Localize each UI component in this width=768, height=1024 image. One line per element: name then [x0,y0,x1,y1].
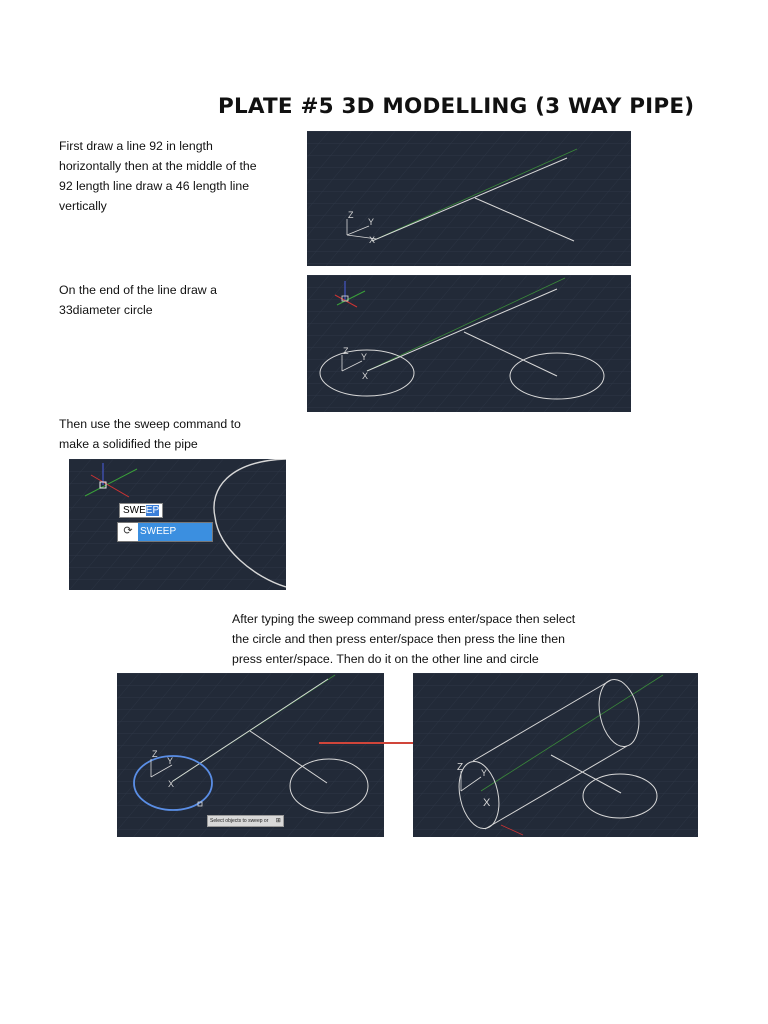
tooltip-button[interactable]: ⊞ [275,818,281,824]
y-axis-label: Y [368,217,375,227]
sweep-icon: ⟳ [123,525,133,537]
step-2-line-1: On the end of the line draw a [59,283,217,297]
step-1-text [59,136,289,216]
svg-text:Z: Z [343,346,349,356]
svg-text:Z: Z [457,762,464,773]
svg-text:Y: Y [167,756,174,766]
screenshot-draw-circle [307,275,631,412]
x-axis-label: X [369,235,376,245]
z-axis-label: Z [348,210,354,220]
suggestion-label: SWEEP [138,523,212,541]
screenshot-select-circle [117,673,384,837]
step-1-line-3: 92 length line draw a 46 length line [59,179,250,193]
command-suggestion[interactable] [117,522,213,542]
svg-text:X: X [362,371,369,381]
step-4-line-2: the circle and then press enter/space then press the line then [232,632,565,646]
screenshot-draw-lines [307,131,631,266]
svg-text:X: X [483,797,491,809]
svg-text:X: X [168,779,175,789]
step-4-line-3: press enter/space. Then do it on the other line and circle [232,652,539,666]
command-input[interactable]: SWEEP [119,503,163,518]
command-tooltip: Select objects to sweep or ⊞ [207,815,284,827]
screenshot-sweep-command [69,459,286,590]
step-1-line-2: horizontally then at the middle of the [59,159,257,173]
page-title: PLATE #5 3D MODELLING (3 WAY PIPE) [218,94,695,119]
svg-text:Y: Y [481,768,488,778]
step-4-text [232,609,612,669]
step-3-text [59,414,289,454]
svg-text:Y: Y [361,352,368,362]
step-4-line-1: After typing the sweep command press enter/space then select [232,612,576,626]
step-1-line-4: vertically [59,199,107,213]
step-1-line-1: First draw a line 92 in length [59,139,213,153]
step-3-line-2: make a solidified the pipe [59,437,198,451]
screenshot-swept-pipe [413,673,698,837]
step-2-text [59,280,289,320]
step-3-line-1: Then use the sweep command to [59,417,241,431]
svg-text:Z: Z [152,749,158,759]
step-2-line-2: 33diameter circle [59,303,153,317]
